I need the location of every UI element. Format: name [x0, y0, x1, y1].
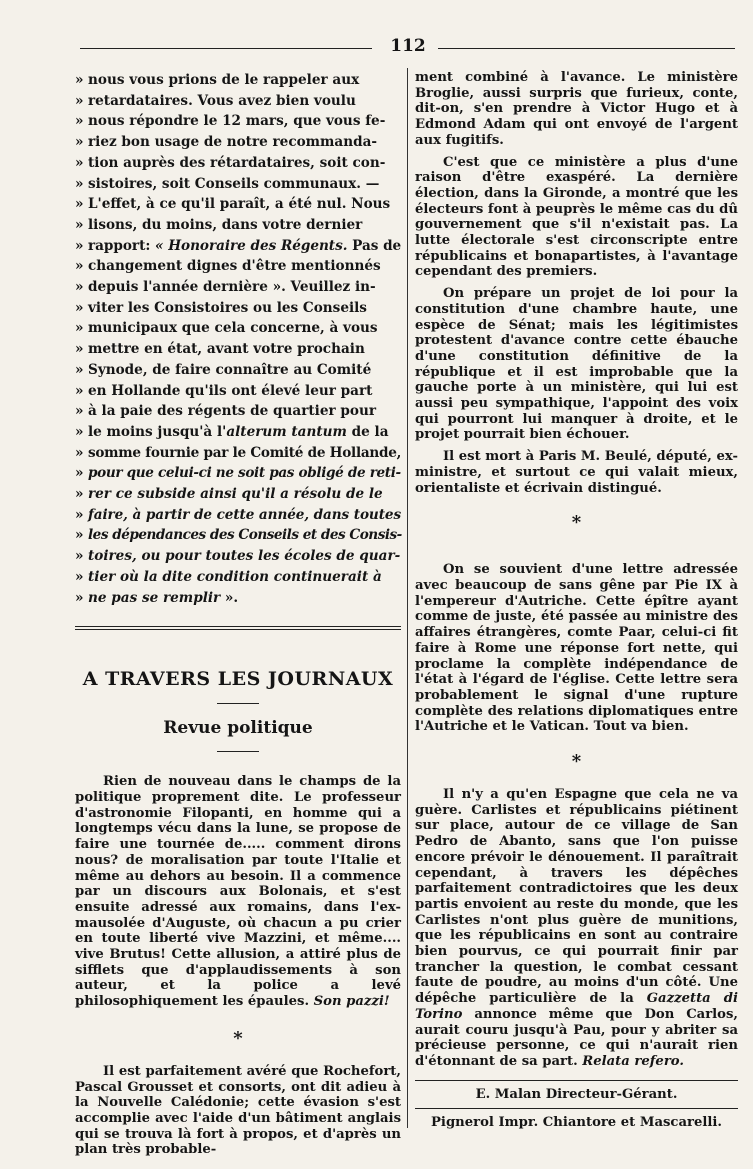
quote-mark: »	[75, 92, 84, 109]
letter-text: retardataires. Vous avez bien voulu	[88, 92, 356, 109]
article-body-right	[415, 70, 738, 1070]
letter-line	[75, 463, 401, 484]
subtitle-dash	[217, 751, 259, 752]
star-separator: *	[571, 751, 582, 773]
letter-line	[75, 339, 401, 360]
right-column	[415, 70, 738, 1130]
left-column	[75, 70, 401, 1158]
letter-line	[75, 318, 401, 339]
letter-line	[75, 153, 401, 174]
section-title: A TRAVERS LES JOURNAUX	[82, 668, 394, 691]
letter-text: de la	[346, 423, 389, 440]
letter-line	[75, 525, 401, 546]
section-separator	[75, 626, 401, 630]
letter-text: les dépendances des Conseils et des Consis-	[88, 527, 402, 544]
letter-line	[75, 70, 401, 91]
letter-line	[75, 443, 401, 464]
paragraph: On se souvient d'une lettre adressée avec beaucoup de sans gêne par Pie IX à l'empereur d'Autriche. Cette épître ayant comme de juste, été passée au ministre des affaires étrangères, comte Paar, celui-ci fit faire à Rome une réponse fort nette, qui proclame la complète indépendance de l'état à l'égard de l'église. Cette lettre sera probablement le signal d'une rupture complète des relations diplomatiques entre l'Autriche et le Vatican. Tout va bien.	[415, 562, 738, 735]
letter-text: municipaux que cela concerne, à vous	[88, 320, 378, 337]
letter-text: alterum tantum	[226, 423, 347, 440]
journal-title: Gazzetta di Torino	[415, 991, 738, 1022]
letter-line	[75, 422, 401, 443]
quote-mark: »	[75, 299, 84, 316]
quote-mark: »	[75, 589, 84, 606]
letter-line	[75, 401, 401, 422]
letter-line	[75, 277, 401, 298]
letter-text: nous répondre le 12 mars, que vous fe-	[88, 113, 386, 130]
letter-text: tier où la dite condition continuerait à	[88, 568, 382, 585]
letter-text: viter les Consistoires ou les Conseils	[88, 299, 367, 316]
letter-text: toires, ou pour toutes les écoles de quar-	[88, 548, 401, 565]
page-header	[80, 36, 735, 58]
letter-line	[75, 194, 401, 215]
quote-mark: »	[75, 216, 84, 233]
letter-line	[75, 132, 401, 153]
quote-mark: »	[75, 382, 84, 399]
quote-mark: »	[75, 568, 84, 585]
quote-mark: »	[75, 175, 84, 192]
quote-mark: »	[75, 506, 84, 523]
quote-mark: »	[75, 403, 84, 420]
letter-text: mettre en état, avant votre prochain	[88, 341, 365, 358]
quote-mark: »	[75, 486, 84, 503]
quote-mark: »	[75, 134, 84, 151]
star-separator: *	[571, 512, 582, 534]
quoted-letter	[75, 70, 401, 608]
article-body-left	[75, 774, 401, 1158]
letter-text: changement dignes d'être mentionnés	[88, 258, 381, 275]
italic-phrase: Son pazzi!	[313, 994, 390, 1010]
quote-mark: »	[75, 341, 84, 358]
letter-text: Synode, de faire connaître au Comité	[88, 361, 372, 378]
quote-mark: »	[75, 444, 84, 461]
letter-line	[75, 91, 401, 112]
letter-line	[75, 546, 401, 567]
letter-line	[75, 111, 401, 132]
letter-line	[75, 588, 401, 609]
paragraph: Rien de nouveau dans le champs de la politique proprement dite. Le professeur d'astronomie Filopanti, en homme qui a longtemps vécu dans la lune, se propose de faire une tournée de..... comment dirons nous? de moralisation par toute l'Italie et même au dehors au besoin. Il a commence par un discours aux Bolonais, et s'est ensuite adressé aux romains, dans l'ex-mausolée d'Auguste, où chacun a pu crier en toute liberté vive Mazzini, et même.... vive Brutus! Cette allusion, a attiré plus de sifflets que d'applaudissements à son auteur, et la police a levé philosophiquement les épaules. Son pazzi!	[75, 774, 401, 1010]
quote-mark: »	[75, 113, 84, 130]
subsection-title: Revue politique	[163, 718, 313, 739]
letter-text: rer ce subside ainsi qu'il a résolu de le	[88, 486, 383, 503]
letter-line	[75, 256, 401, 277]
header-rule-left	[80, 48, 372, 49]
footer-rule	[415, 1080, 738, 1081]
quote-mark: »	[75, 279, 84, 296]
letter-line	[75, 298, 401, 319]
quote-mark: »	[75, 465, 84, 482]
italic-phrase: Relata refero.	[582, 1053, 684, 1069]
letter-line	[75, 360, 401, 381]
letter-text: pour que celui-ci ne soit pas obligé de reti-	[88, 465, 401, 482]
letter-text: « Honoraire des Régents.	[155, 237, 348, 254]
signature: E. Malan Directeur-Gérant.	[475, 1086, 678, 1102]
letter-text: riez bon usage de notre recommanda-	[88, 134, 378, 151]
letter-text: le moins jusqu'à l'	[88, 423, 227, 440]
quote-mark: »	[75, 72, 84, 88]
letter-line	[75, 381, 401, 402]
letter-text: ».	[220, 589, 239, 606]
letter-text: nous vous prions de le rappeler aux	[88, 72, 360, 88]
paragraph: Il n'y a qu'en Espagne que cela ne va guère. Carlistes et républicains piétinent sur place, autour de ce village de San Pedro de Abanto, sans que l'on puisse encore prévoir le dénouement. Il paraîtrait cependant, à travers les dépêches parfaitement contradictoires que les deux partis envoient au reste du monde, que les Carlistes n'ont plus guère de munitions, que les républicains en sont au contraire bien pourvus, ce qui pourrait finir par trancher la question, le combat cessant faute de poudre, au moins d'un côté. Une dépêche particulière de la Gazzetta di Torino annonce même que Don Carlos, aurait couru jusqu'à Pau, pour y abriter sa précieuse personne, ce qui n'aurait rien d'étonnant de sa part. Relata refero.	[415, 787, 738, 1069]
letter-line	[75, 567, 401, 588]
letter-text: faire, à partir de cette année, dans toutes	[88, 506, 402, 523]
quote-mark: »	[75, 154, 84, 171]
letter-text: tion auprès des rétardataires, soit con-	[88, 154, 386, 171]
letter-text: à la paie des régents de quartier pour	[88, 403, 377, 420]
header-rule-right	[438, 48, 735, 49]
page-number: 112	[390, 36, 426, 56]
quote-mark: »	[75, 548, 84, 565]
quote-mark: »	[75, 361, 84, 378]
title-dash	[217, 703, 259, 704]
letter-text: L'effet, à ce qu'il paraît, a été nul. Nous	[88, 196, 391, 213]
star-separator: *	[233, 1027, 243, 1049]
paragraph: On prépare un projet de loi pour la constitution d'une chambre haute, une espèce de Sénat; mais les légitimistes protestent d'avance contre cette ébauche d'une constitution définitive de la république et il est improbable que la gauche porte à un ministère, qui lui est aussi peu sympathique, l'appoint des voix qui pourront lui manquer à droite, et le projet pourrait bien échouer.	[415, 286, 738, 443]
column-divider	[407, 68, 408, 1128]
printer-line: Pignerol Impr. Chiantore et Mascarelli.	[431, 1114, 722, 1130]
letter-line	[75, 484, 401, 505]
letter-line	[75, 174, 401, 195]
letter-text: Pas de	[347, 237, 402, 254]
letter-text: en Hollande qu'ils ont élevé leur part	[88, 382, 373, 399]
letter-text: ne pas se remplir	[88, 589, 221, 606]
letter-text: rapport:	[88, 237, 156, 254]
letter-line	[75, 236, 401, 257]
paragraph: Il est parfaitement avéré que Rochefort, Pascal Grousset et consorts, ont dit adieu à la Nouvelle Calédonie; cette évasion s'est accomplie avec l'aide d'un bâtiment anglais qui se trouva là fort à propos, et d'après un plan très probable-	[75, 1063, 401, 1158]
quote-mark: »	[75, 258, 84, 275]
quote-mark: »	[75, 237, 84, 254]
quote-mark: »	[75, 196, 84, 213]
letter-text: depuis l'année dernière ». Veuillez in-	[88, 279, 376, 296]
quote-mark: »	[75, 527, 83, 544]
quote-mark: »	[75, 320, 84, 337]
letter-text: lisons, du moins, dans votre dernier	[88, 216, 363, 233]
paragraph: C'est que ce ministère a plus d'une raison d'être exaspéré. La dernière élection, dans la Gironde, a montré que les électeurs font à peuprès le même cas du dû gouvernement que s'il n'existait pas. La lutte électorale s'est circonscripte entre républicains et bonapartistes, à l'avantage cependant des premiers.	[415, 154, 738, 280]
paragraph: Il est mort à Paris M. Beulé, député, ex-ministre, et surtout ce qui valait mieux, orientaliste et écrivain distingué.	[415, 449, 738, 496]
quote-mark: »	[75, 423, 84, 440]
footer-rule	[415, 1108, 738, 1109]
paragraph: ment combiné à l'avance. Le ministère Broglie, aussi surpris que furieux, conte, dit-on, s'en prendre à Victor Hugo et à Edmond Adam qui ont envoyé de l'argent aux fugitifs.	[415, 70, 738, 148]
letter-text: sistoires, soit Conseils communaux. —	[88, 175, 380, 192]
letter-text: somme fournie par le Comité de Hollande,	[88, 444, 402, 461]
letter-line	[75, 505, 401, 526]
letter-line	[75, 215, 401, 236]
